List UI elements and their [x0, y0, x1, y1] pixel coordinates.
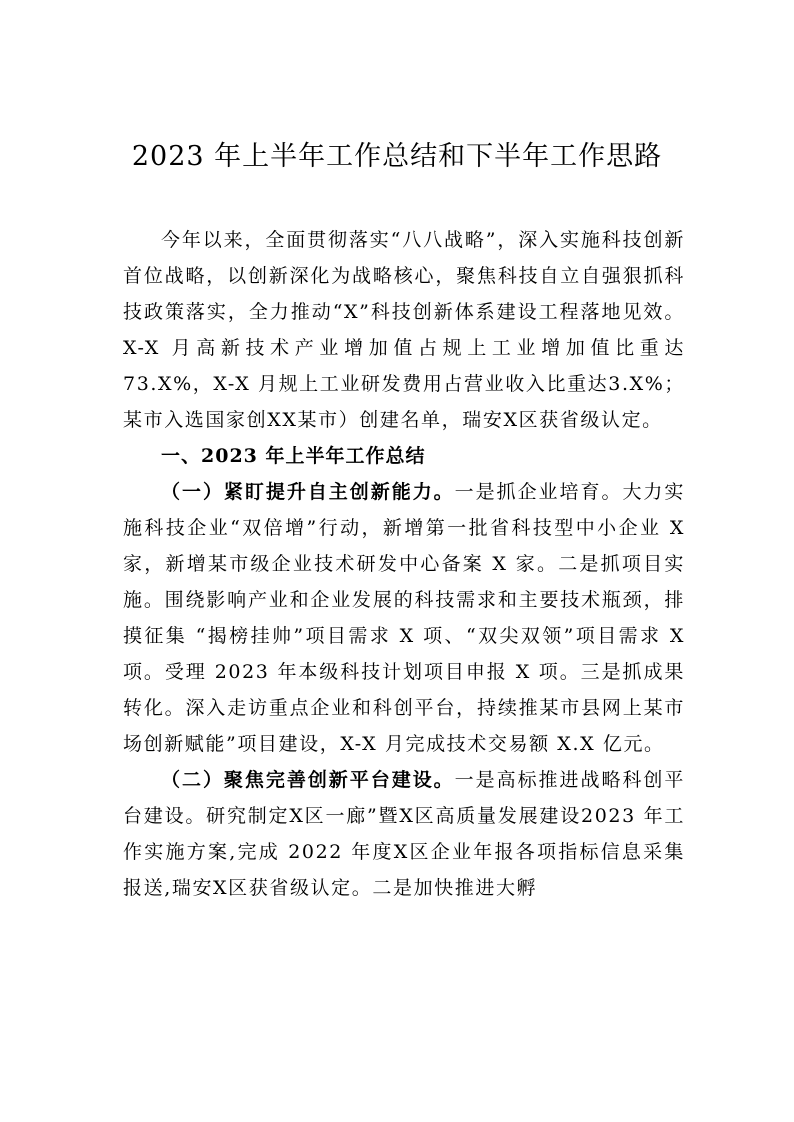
- document-body: [123, 222, 685, 906]
- item-1-lead: （一）紧盯提升自主创新能力。: [161, 481, 455, 503]
- item-1-text: 一是抓企业培育。大力实施科技企业“双倍增”行动，新增第一批省科技型中小企业 X 家，新增某市级企业技术研发中心备案 X 家。二是抓项目实施。围绕影响产业和企业发展的科技需求和主要技术瓶颈，排摸征集 “揭榜挂帅”项目需求 X 项、“双尖双领”项目需求 X 项。受理 2023 年本级科技计划项目申报 X 项。三是抓成果转化。深入走访重点企业和科创平台，持续推某市县网上某市场创新赋能”项目建设，X-X 月完成技术交易额 X.X 亿元。: [123, 481, 686, 755]
- section-item-1: [123, 474, 685, 762]
- item-2-text: 一是高标推进战略科创平台建设。研究制定X区一廊”暨X区高质量发展建设2023 年工作实施方案,完成 2022 年度X区企业年报各项指标信息采集报送,瑞安X区获省级认定。二是加快推进大孵: [123, 769, 686, 899]
- item-2-lead: （二）聚焦完善创新平台建设。: [161, 769, 455, 791]
- document-title: 2023 年上半年工作总结和下半年工作思路: [131, 141, 663, 172]
- section-item-2: [123, 762, 685, 906]
- section-heading: 一、2023 年上半年工作总结: [161, 445, 426, 467]
- intro-paragraph: 今年以来，全面贯彻落实“八八战略”，深入实施科技创新首位战略，以创新深化为战略核心，聚焦科技自立自强狠抓科技政策落实，全力推动“X”科技创新体系建设工程落地见效。X-X 月高新技术产业增加值占规上工业增加值比重达 73.X%，X-X 月规上工业研发费用占营业收入比重达3.X%；某市入选国家创XX某市）创建名单，瑞安X区获省级认定。: [123, 229, 685, 431]
